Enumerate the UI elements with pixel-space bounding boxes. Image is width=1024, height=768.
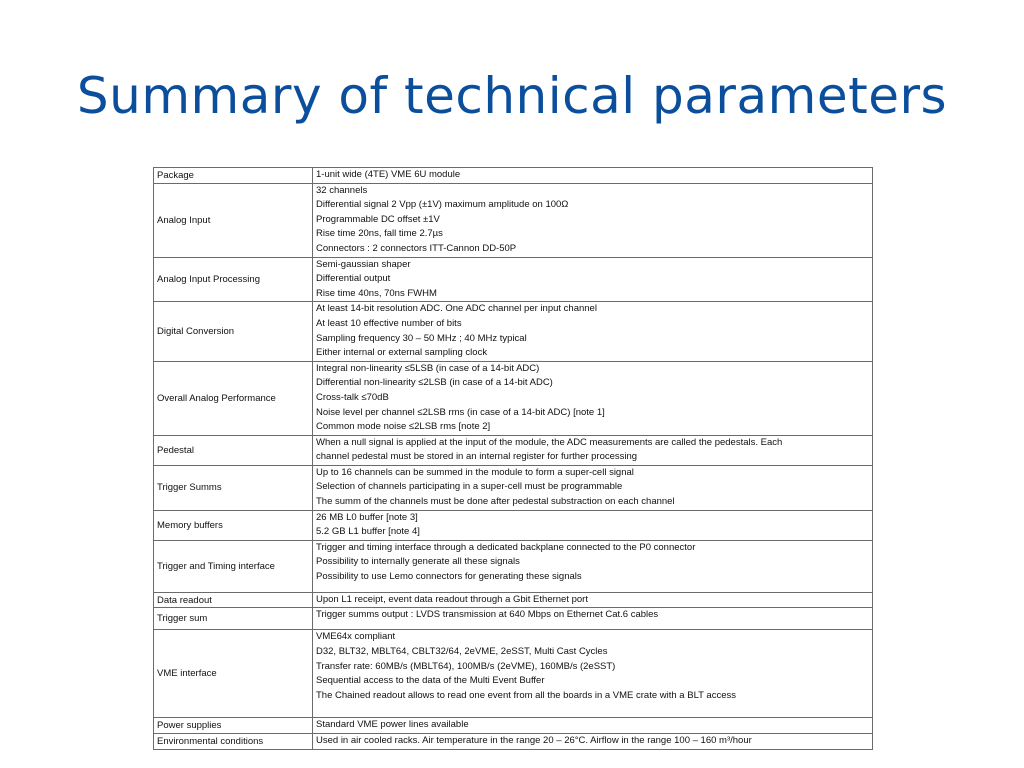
table-row: [154, 168, 873, 184]
parameter-value-line: The Chained readout allows to read one event from all the boards in a VME crate with a BLT access: [316, 689, 736, 701]
parameter-value-line: Either internal or external sampling clock: [316, 347, 488, 359]
parameter-value-line: Possibility to use Lemo connectors for generating these signals: [316, 571, 582, 583]
parameter-value-line: Programmable DC offset ±1V: [316, 213, 440, 225]
parameter-value-line: Differential signal 2 Vpp (±1V) maximum amplitude on 100Ω: [316, 199, 569, 211]
table-row: [154, 734, 873, 750]
parameter-value-line: 26 MB L0 buffer [note 3]: [316, 511, 418, 523]
parameter-value-line: Noise level per channel ≤2LSB rms (in case of a 14-bit ADC) [note 1]: [316, 406, 605, 418]
parameter-label: Analog Input: [154, 183, 313, 257]
table-body: [154, 168, 873, 750]
parameter-value-line: At least 14-bit resolution ADC. One ADC channel per input channel: [316, 303, 597, 315]
parameter-value-line: Trigger summs output : LVDS transmission at 640 Mbps on Ethernet Cat.6 cables: [316, 609, 659, 621]
parameter-label: Package: [154, 168, 313, 184]
parameter-value-line: channel pedestal must be stored in an internal register for further processing: [316, 451, 638, 463]
table-row: [154, 183, 873, 257]
parameter-value-line: Up to 16 channels can be summed in the module to form a super-cell signal: [316, 466, 634, 478]
parameter-value: [313, 630, 873, 718]
parameter-value-line: D32, BLT32, MBLT64, CBLT32/64, 2eVME, 2eSST, Multi Cast Cycles: [316, 646, 608, 658]
table-row: [154, 302, 873, 361]
parameter-value: [313, 168, 873, 184]
parameter-label: Pedestal: [154, 435, 313, 465]
parameter-value-line: 1-unit wide (4TE) VME 6U module: [316, 169, 461, 180]
parameter-value: [313, 734, 873, 750]
parameter-value-line: Rise time 40ns, 70ns FWHM: [316, 287, 437, 299]
table-row: [154, 435, 873, 465]
parameter-label: Trigger and Timing interface: [154, 540, 313, 592]
parameter-label: Trigger sum: [154, 608, 313, 630]
parameter-value-line: Trigger and timing interface through a dedicated backplane connected to the P0 connector: [316, 541, 696, 553]
table-row: [154, 361, 873, 435]
parameter-value: [313, 592, 873, 608]
parameter-value: [313, 540, 873, 592]
parameter-label: Environmental conditions: [154, 734, 313, 750]
parameter-value: [313, 718, 873, 734]
table-row: [154, 592, 873, 608]
parameter-value: [313, 435, 873, 465]
parameter-value-line: Standard VME power lines available: [316, 719, 469, 731]
parameter-value-line: Connectors : 2 connectors ITT-Cannon DD-50P: [316, 242, 517, 254]
table-row: [154, 465, 873, 510]
parameter-value-line: When a null signal is applied at the input of the module, the ADC measurements are called the pedestals. Each: [316, 436, 783, 448]
parameter-value: [313, 183, 873, 257]
parameter-label: Analog Input Processing: [154, 257, 313, 302]
parameter-value: [313, 608, 873, 630]
parameter-value-line: The summ of the channels must be done after pedestal substraction on each channel: [316, 496, 675, 508]
table-row: [154, 630, 873, 718]
parameter-value-line: Semi-gaussian shaper: [316, 258, 411, 270]
parameter-value-line: Selection of channels participating in a super-cell must be programmable: [316, 481, 623, 493]
parameter-label: Data readout: [154, 592, 313, 608]
table-row: [154, 257, 873, 302]
parameter-value-line: Differential output: [316, 273, 391, 285]
parameter-value-line: 5.2 GB L1 buffer [note 4]: [316, 526, 420, 538]
parameter-value-line: Transfer rate: 60MB/s (MBLT64), 100MB/s (2eVME), 160MB/s (2eSST): [316, 660, 616, 672]
table-row: [154, 718, 873, 734]
parameter-value-line: At least 10 effective number of bits: [316, 317, 462, 329]
parameter-value: [313, 257, 873, 302]
parameter-value-line: Possibility to internally generate all these signals: [316, 556, 520, 568]
parameter-value-line: Cross-talk ≤70dB: [316, 391, 389, 403]
parameter-value: [313, 302, 873, 361]
parameter-value-line: Rise time 20ns, fall time 2.7µs: [316, 228, 443, 240]
parameter-value-line: Used in air cooled racks. Air temperature in the range 20 – 26°C. Airflow in the range 100 – 160 m³/hour: [316, 735, 752, 747]
table-row: [154, 510, 873, 540]
parameter-value: [313, 465, 873, 510]
parameter-value-line: Differential non-linearity ≤2LSB (in case of a 14-bit ADC): [316, 377, 553, 389]
parameter-label: Memory buffers: [154, 510, 313, 540]
parameter-value: [313, 361, 873, 435]
parameter-label: Digital Conversion: [154, 302, 313, 361]
parameter-label: VME interface: [154, 630, 313, 718]
parameter-value-line: VME64x compliant: [316, 631, 396, 643]
parameter-value: [313, 510, 873, 540]
parameter-value-line: Sampling frequency 30 – 50 MHz ; 40 MHz typical: [316, 332, 527, 344]
parameter-label: Trigger Summs: [154, 465, 313, 510]
parameter-value-line: 32 channels: [316, 184, 368, 196]
table-row: [154, 608, 873, 630]
parameter-value-line: Common mode noise ≤2LSB rms [note 2]: [316, 421, 491, 433]
parameter-value-line: Integral non-linearity ≤5LSB (in case of a 14-bit ADC): [316, 362, 540, 374]
parameter-label: Overall Analog Performance: [154, 361, 313, 435]
parameter-value-line: Sequential access to the data of the Multi Event Buffer: [316, 675, 545, 687]
slide-title: Summary of technical parameters: [76, 67, 948, 125]
parameter-value-line: Upon L1 receipt, event data readout through a Gbit Ethernet port: [316, 593, 588, 605]
technical-parameters-table: [153, 167, 873, 750]
table-row: [154, 540, 873, 592]
parameter-label: Power supplies: [154, 718, 313, 734]
